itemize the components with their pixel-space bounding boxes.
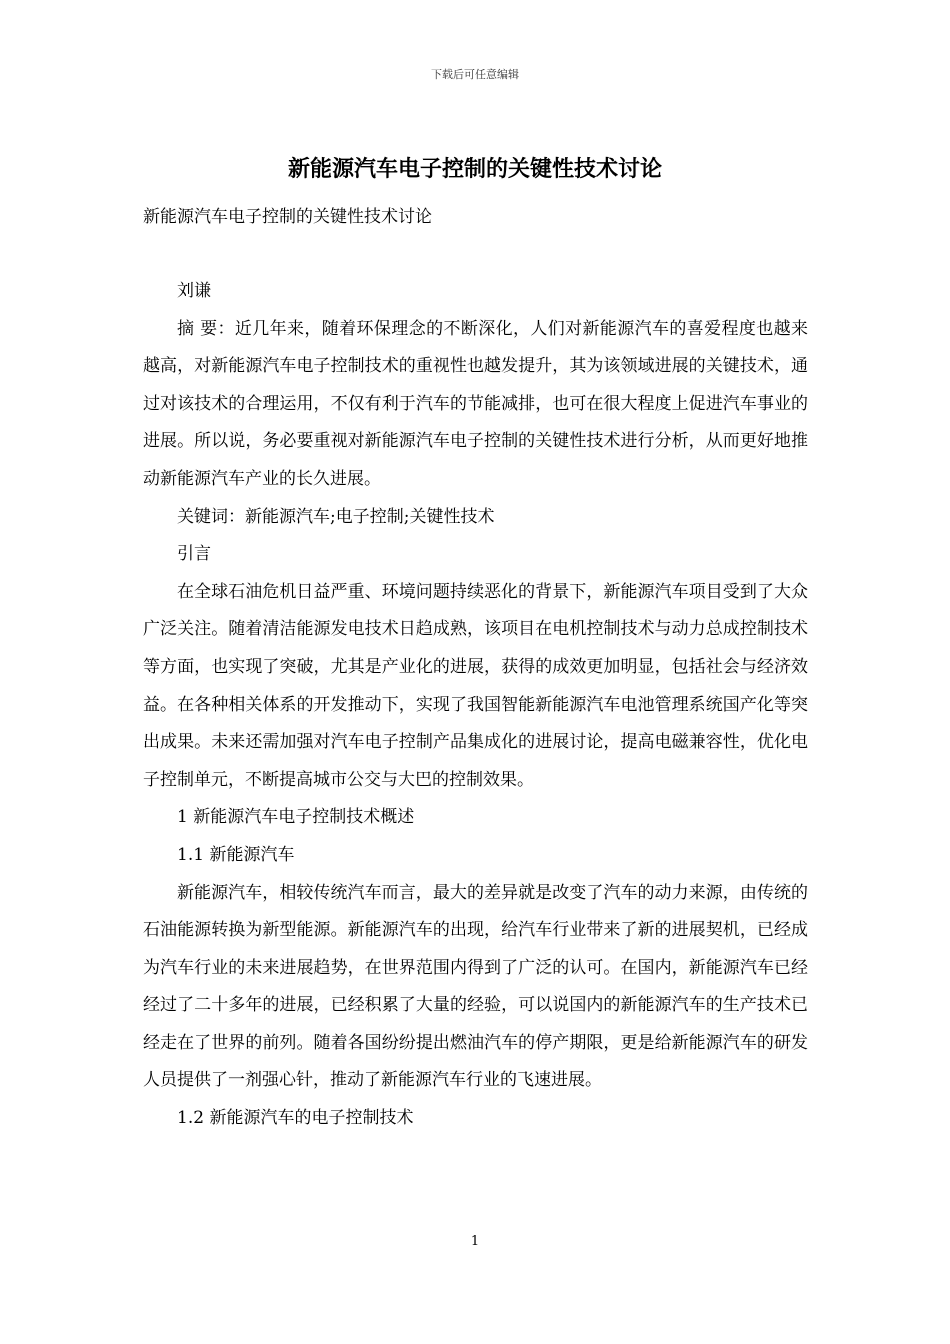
page-number: 1	[470, 1234, 480, 1249]
document-subtitle: 新能源汽车电子控制的关键性技术讨论	[143, 207, 432, 227]
section-1-1-paragraph: 新能源汽车，相较传统汽车而言，最大的差异就是改变了汽车的动力来源，由传统的石油能源转换为新型能源。新能源汽车的出现，给汽车行业带来了新的进展契机，已经成为汽车行业的未来进展趋势，在世界范围内得到了广泛的认可。在国内，新能源汽车已经经过了二十多年的进展，已经积累了大量的经验，可以说国内的新能源汽车的生产技术已经走在了世界的前列。随着各国纷纷提出燃油汽车的停产期限，更是给新能源汽车的研发人员提供了一剂强心针，推动了新能源汽车行业的飞速进展。	[143, 882, 808, 1091]
page-header-note: 下载后可任意编辑	[431, 68, 519, 81]
document-title: 新能源汽车电子控制的关键性技术讨论	[287, 156, 662, 182]
section-1-heading: 1 新能源汽车电子控制技术概述	[177, 807, 415, 828]
intro-heading: 引言	[177, 544, 211, 565]
document-body	[143, 273, 808, 1138]
author-name: 刘谦	[177, 281, 211, 301]
abstract-paragraph: 摘 要：近几年来，随着环保理念的不断深化，人们对新能源汽车的喜爱程度也越来越高，对新能源汽车电子控制技术的重视性也越发提升，其为该领域进展的关键技术，通过对该技术的合理运用，不仅有利于汽车的节能减排，也可在很大程度上促进汽车事业的进展。所以说，务必要重视对新能源汽车电子控制的关键性技术进行分析，从而更好地推动新能源汽车产业的长久进展。	[143, 318, 808, 489]
keywords-line: 关键词：新能源汽车;电子控制;关键性技术	[177, 506, 495, 527]
section-1-2-heading: 1.2 新能源汽车的电子控制技术	[177, 1108, 414, 1129]
intro-paragraph: 在全球石油危机日益严重、环境问题持续恶化的背景下，新能源汽车项目受到了大众广泛关注。随着清洁能源发电技术日趋成熟，该项目在电机控制技术与动力总成控制技术等方面，也实现了突破，尤其是产业化的进展，获得的成效更加明显，包括社会与经济效益。在各种相关体系的开发推动下，实现了我国智能新能源汽车电池管理系统国产化等突出成果。未来还需加强对汽车电子控制产品集成化的进展讨论，提高电磁兼容性，优化电子控制单元，不断提高城市公交与大巴的控制效果。	[143, 581, 808, 790]
section-1-1-heading: 1.1 新能源汽车	[177, 844, 295, 865]
